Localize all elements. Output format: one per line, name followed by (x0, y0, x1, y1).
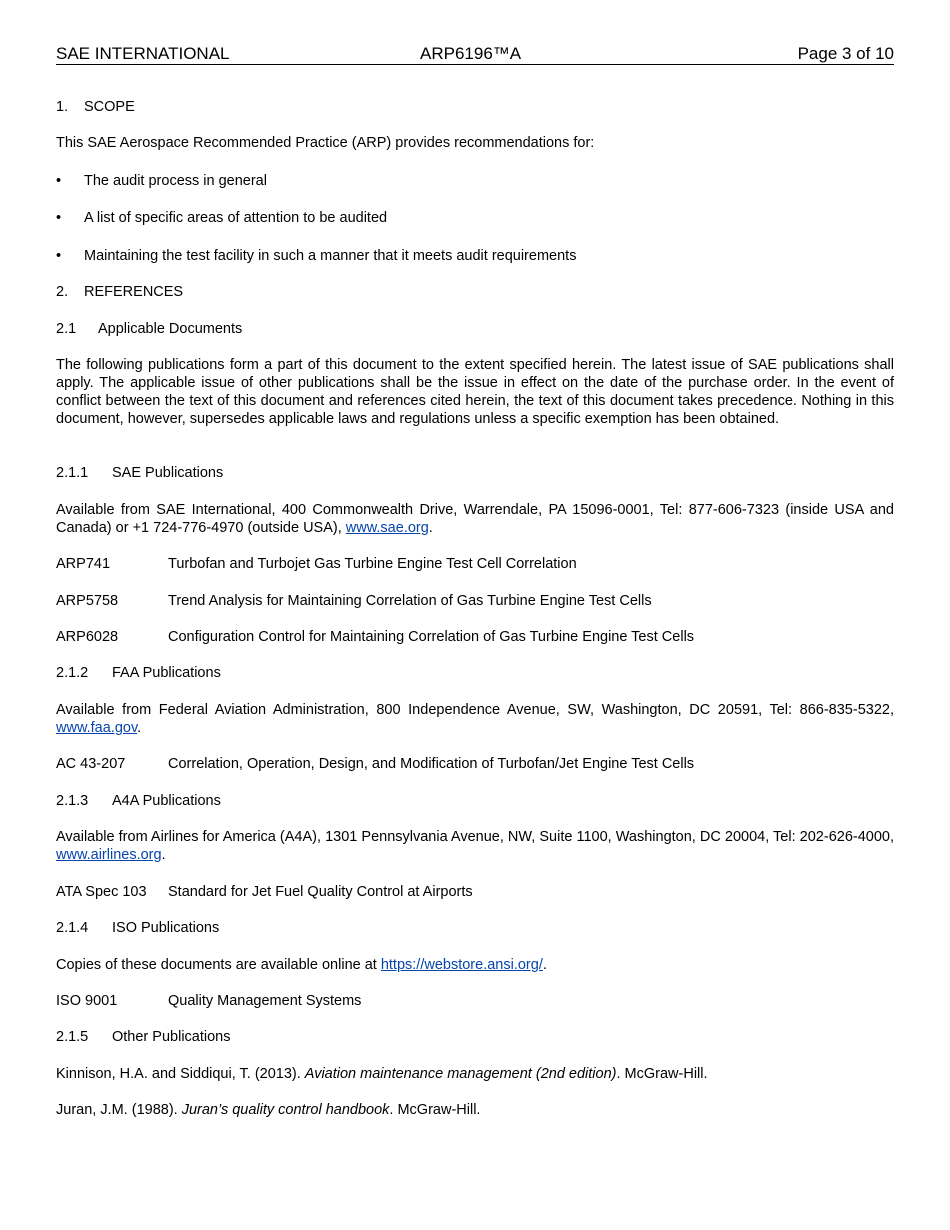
section-number: 1. (56, 99, 69, 115)
period: . (428, 520, 433, 536)
section-title: REFERENCES (84, 284, 184, 300)
period: . (542, 957, 547, 973)
bullet-text: Maintaining the test facility in such a manner that it meets audit requirements (84, 248, 577, 264)
citation-publisher: . McGraw-Hill. (389, 1102, 481, 1118)
citation-title: Juran’s quality control handbook (181, 1102, 390, 1118)
section-title: A4A Publications (112, 793, 221, 809)
section-title: ISO Publications (112, 920, 220, 936)
section-number: 2.1 (56, 321, 77, 337)
citation-title: Aviation maintenance management (2nd edition) (304, 1066, 617, 1082)
period: . (161, 847, 166, 863)
bullet-text: The audit process in general (84, 173, 267, 189)
bullet-icon: • (56, 210, 62, 226)
faa-availability-paragraph (56, 701, 894, 737)
section-2-1-heading (56, 320, 894, 338)
sae-website-link[interactable]: www.sae.org (345, 520, 429, 536)
section-title: SAE Publications (112, 465, 224, 481)
citation-author: Juran, J.M. (1988). (56, 1102, 182, 1118)
bullet-text: A list of specific areas of attention to be audited (84, 210, 388, 226)
availability-text: Available from Federal Aviation Administration, 800 Independence Avenue, SW, Washington, DC 20591, Tel: 866-835-5322, (56, 702, 894, 718)
citation (56, 1101, 894, 1119)
reference-code: ARP5758 (56, 593, 119, 609)
section-number: 2.1.2 (56, 665, 89, 681)
reference-title: Quality Management Systems (168, 993, 362, 1009)
availability-text: Available from SAE International, 400 Commonwealth Drive, Warrendale, PA 15096-0001, Tel: 877-606-7323 (inside USA and Canada) or +1 724-776-4970 (outside USA), (56, 502, 894, 536)
section-title: Other Publications (112, 1029, 231, 1045)
section-number: 2.1.5 (56, 1029, 89, 1045)
reference-code: ARP741 (56, 556, 111, 572)
section-2-1-5-heading (56, 1028, 894, 1046)
iso-availability-paragraph (56, 956, 894, 974)
section-2-1-4-heading (56, 919, 894, 937)
availability-text: Copies of these documents are available online at (56, 957, 381, 973)
section-title: Applicable Documents (98, 321, 243, 337)
header-org: SAE INTERNATIONAL (56, 44, 230, 63)
section-title: FAA Publications (112, 665, 221, 681)
header-page-number: Page 3 of 10 (797, 44, 894, 63)
section-2-1-3-heading (56, 792, 894, 810)
section-title: SCOPE (84, 99, 135, 115)
header-doc-number: ARP6196™A (420, 44, 522, 63)
page-header (56, 44, 894, 65)
reference-code: ARP6028 (56, 629, 119, 645)
applicable-documents-paragraph: The following publications form a part of this document to the extent specified herein. The latest issue of SAE publications shall apply. The applicable issue of other publications shall be the issue in effect on the date of the purchase order. In the event of conflict between the text of this document and references cited herein, the text of this document takes precedence. Nothing in this document, however, supersedes applicable laws and regulations unless a specific exemption has been obtained. (56, 357, 894, 427)
faa-website-link[interactable]: www.faa.gov (56, 720, 138, 736)
section-2-1-1-heading (56, 464, 894, 482)
citation (56, 1065, 894, 1083)
citation-publisher: . McGraw-Hill. (616, 1066, 708, 1082)
reference-title: Configuration Control for Maintaining Correlation of Gas Turbine Engine Test Cells (168, 629, 695, 645)
bullet-icon: • (56, 173, 62, 189)
a4a-website-link[interactable]: www.airlines.org (56, 847, 162, 863)
reference-code: ATA Spec 103 (56, 884, 147, 900)
reference-code: ISO 9001 (56, 993, 118, 1009)
bullet-icon: • (56, 248, 62, 264)
section-number: 2. (56, 284, 69, 300)
reference-code: AC 43-207 (56, 756, 126, 772)
reference-title: Correlation, Operation, Design, and Modification of Turbofan/Jet Engine Test Cells (168, 756, 695, 772)
sae-availability-paragraph (56, 501, 894, 537)
section-1-heading (56, 98, 894, 116)
section-number: 2.1.1 (56, 465, 89, 481)
section-number: 2.1.3 (56, 793, 89, 809)
section-2-1-2-heading (56, 664, 894, 682)
period: . (137, 720, 142, 736)
reference-title: Trend Analysis for Maintaining Correlation of Gas Turbine Engine Test Cells (168, 593, 652, 609)
scope-intro: This SAE Aerospace Recommended Practice (ARP) provides recommendations for: (56, 135, 595, 151)
reference-title: Turbofan and Turbojet Gas Turbine Engine Test Cell Correlation (168, 556, 577, 572)
a4a-availability-paragraph (56, 828, 894, 864)
ansi-webstore-link[interactable]: https://webstore.ansi.org/ (380, 957, 543, 973)
section-2-heading (56, 283, 894, 301)
reference-title: Standard for Jet Fuel Quality Control at Airports (168, 884, 473, 900)
section-number: 2.1.4 (56, 920, 89, 936)
citation-author: Kinnison, H.A. and Siddiqui, T. (2013). (56, 1066, 305, 1082)
availability-text: Available from Airlines for America (A4A), 1301 Pennsylvania Avenue, NW, Suite 1100, Washington, DC 20004, Tel: 202-626-4000, (56, 829, 894, 845)
